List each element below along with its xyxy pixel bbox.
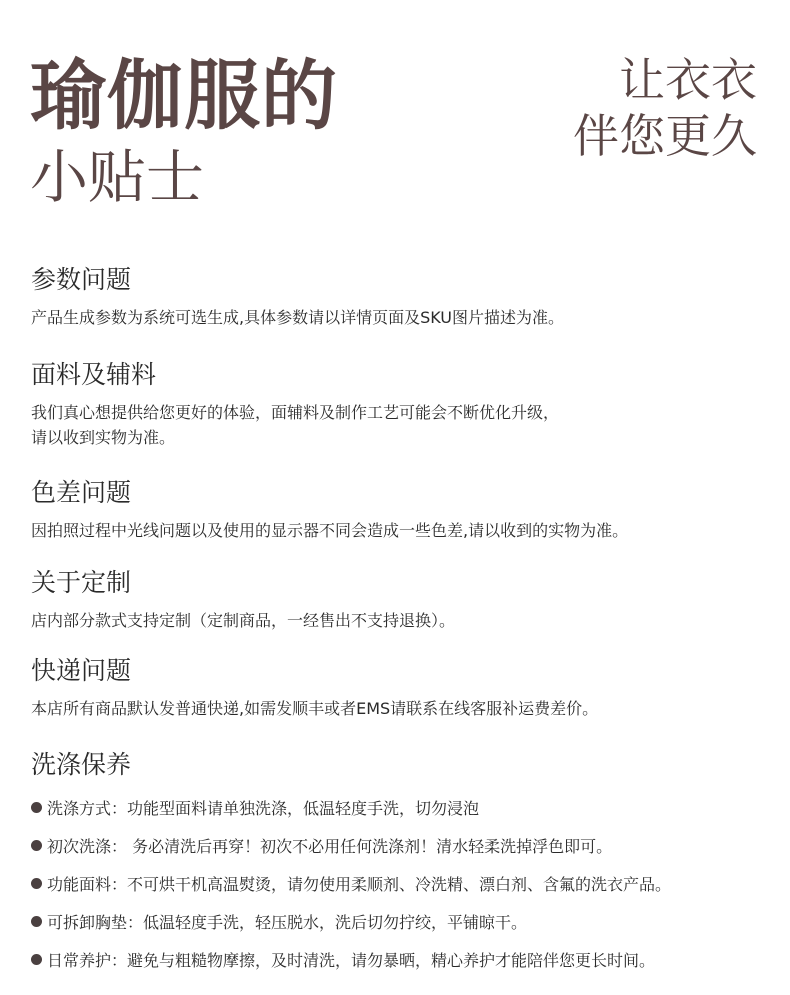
section-text: 请以收到实物为准。 (31, 428, 176, 447)
section-customization (31, 568, 770, 633)
section-parameters (31, 265, 770, 330)
section-color-difference (31, 478, 770, 543)
section-heading: 色差问题 (31, 478, 132, 507)
slogan-line-1: 让衣衣 (619, 53, 757, 107)
section-text: 我们真心想提供给您更好的体验，面辅料及制作工艺可能会不断优化升级， (31, 403, 560, 422)
section-shipping (31, 656, 770, 721)
bullet-icon (31, 840, 42, 851)
section-fabric (31, 360, 770, 450)
section-text: 产品生成参数为系统可选生成,具体参数请以详情页面及SKU图片描述为准。 (31, 308, 565, 327)
section-text: 因拍照过程中光线问题以及使用的显示器不同会造成一些色差,请以收到的实物为准。 (31, 521, 629, 540)
list-item (31, 902, 770, 940)
bullet-icon (31, 878, 42, 889)
list-item (31, 864, 770, 902)
section-heading: 洗涤保养 (31, 750, 132, 779)
slogan-line-2: 伴您更久 (573, 109, 757, 163)
bullet-icon (31, 954, 42, 965)
care-item-text: 洗涤方式：功能型面料请单独洗涤，低温轻度手洗，切勿浸泡 (47, 798, 480, 818)
page-title: 瑜伽服的 (30, 51, 338, 140)
care-item-text: 初次洗涤： 务必清洗后再穿！初次不必用任何洗涤剂！清水轻柔洗掉浮色即可。 (47, 836, 613, 856)
section-text: 店内部分款式支持定制（定制商品，一经售出不支持退换）。 (31, 611, 456, 630)
section-heading: 面料及辅料 (31, 360, 157, 389)
bullet-icon (31, 916, 42, 927)
section-care (31, 750, 770, 978)
list-item (31, 826, 770, 864)
section-heading: 快递问题 (31, 656, 132, 685)
list-item (31, 940, 770, 978)
care-list (31, 788, 770, 978)
section-text: 本店所有商品默认发普通快递,如需发顺丰或者EMS请联系在线客服补运费差价。 (31, 699, 599, 718)
page-subtitle: 小贴士 (30, 143, 205, 211)
care-item-text: 可拆卸胸垫：低温轻度手洗，轻压脱水，洗后切勿拧绞，平铺晾干。 (47, 912, 528, 932)
bullet-icon (31, 802, 42, 813)
list-item (31, 788, 770, 826)
section-heading: 参数问题 (31, 265, 132, 294)
section-heading: 关于定制 (31, 568, 132, 597)
care-item-text: 日常养护：避免与粗糙物摩擦，及时清洗，请勿暴晒，精心养护才能陪伴您更长时间。 (47, 950, 656, 970)
slogan (573, 52, 757, 164)
care-item-text: 功能面料：不可烘干机高温熨烫，请勿使用柔顺剂、冷洗精、漂白剂、含氟的洗衣产品。 (47, 874, 672, 894)
